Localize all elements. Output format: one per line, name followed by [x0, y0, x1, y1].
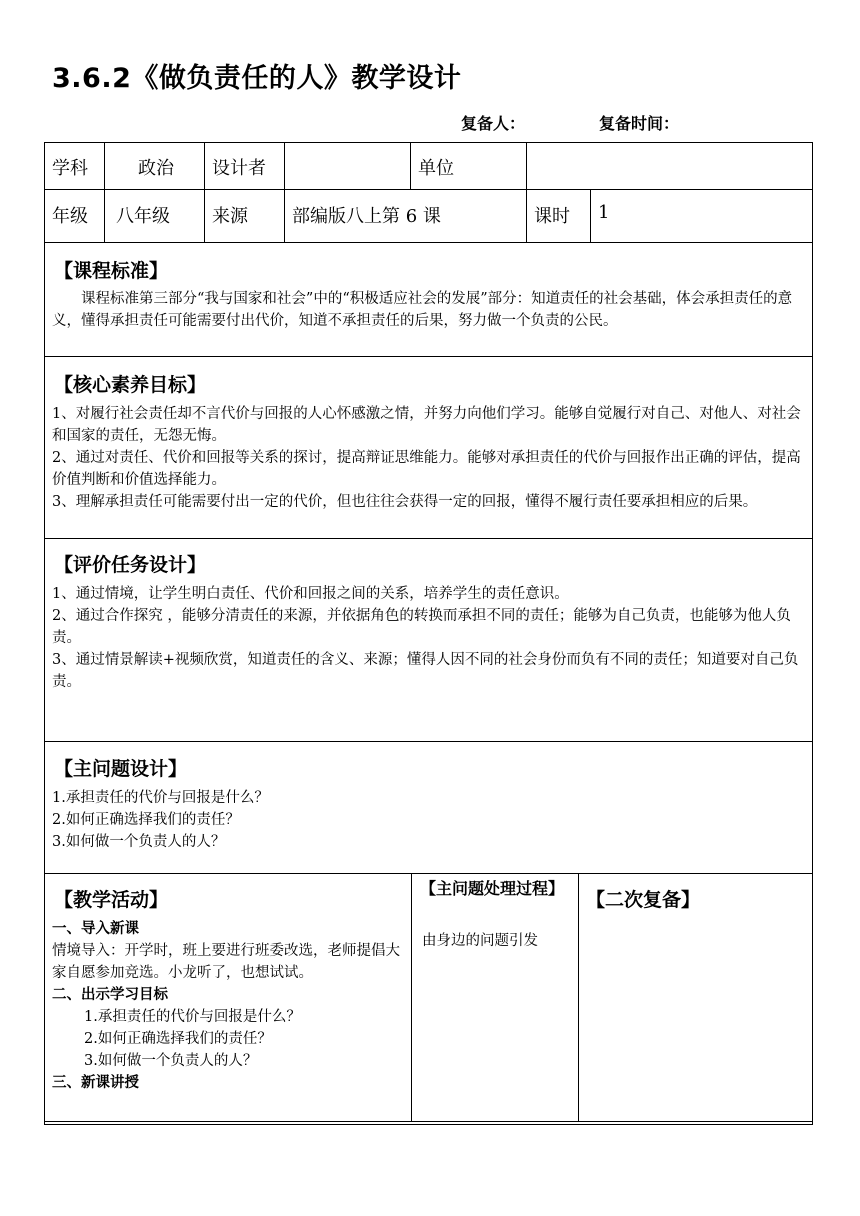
- list-item: 2.如何正确选择我们的责任？: [52, 812, 240, 828]
- grade-label: 年级: [52, 206, 88, 227]
- unit-label: 单位: [418, 158, 454, 179]
- list-item: 3.如何做一个负责人的人？: [84, 1053, 258, 1069]
- list-item: 3、通过情景解读+视频欣赏，知道责任的含义、来源；懂得人因不同的社会身份而负有不同的责任；知道要对自己负责。: [52, 652, 799, 690]
- source-value: 部编版八上第 6 课: [292, 206, 441, 227]
- list-item: 1、通过情境，让学生明白责任、代价和回报之间的关系，培养学生的责任意识。: [52, 586, 569, 602]
- second-prep-heading: 【二次复备】: [586, 889, 701, 911]
- list-item: 2.如何正确选择我们的责任？: [84, 1031, 272, 1047]
- evaluation-heading: 【评价任务设计】: [54, 554, 207, 576]
- list-item: 3.如何做一个负责人的人？: [52, 834, 226, 850]
- core-goals-list: [52, 403, 808, 513]
- designer-label: 设计者: [212, 158, 266, 179]
- list-item: 2、通过对责任、代价和回报等关系的探讨，提高辩证思维能力。能够对承担责任的代价与回报作出正确的评估，提高价值判断和价值选择能力。: [52, 450, 801, 488]
- curriculum-text: 课程标准第三部分“我与国家和社会”中的“积极适应社会的发展”部分：知道责任的社会基础，体会承担责任的意义，懂得承担责任可能需要付出代价，知道不承担责任的后果，努力做一个负责的公民。: [52, 291, 793, 329]
- subject-label: 学科: [52, 158, 88, 179]
- main-questions-list: [52, 787, 269, 853]
- step1-title: 一、导入新课: [52, 920, 139, 937]
- page-title: 3.6.2《做负责任的人》教学设计: [52, 63, 462, 94]
- list-item: 1、对履行社会责任却不言代价与回报的人心怀感激之情，并努力向他们学习。能够自觉履行对自己、对他人、对社会和国家的责任，无怨无悔。: [52, 406, 801, 444]
- list-item: 1.承担责任的代价与回报是什么？: [52, 790, 269, 806]
- activities-heading: 【教学活动】: [54, 889, 169, 911]
- process-heading: 【主问题处理过程】: [420, 879, 565, 898]
- period-label: 课时: [534, 206, 570, 227]
- core-goals-heading: 【核心素养目标】: [54, 374, 207, 396]
- source-label: 来源: [212, 206, 248, 227]
- step2-title: 二、出示学习目标: [52, 986, 168, 1003]
- subject-value: 政治: [138, 158, 174, 179]
- period-value: 1: [598, 202, 610, 223]
- main-questions-heading: 【主问题设计】: [54, 758, 188, 780]
- step1-text: 情境导入：开学时，班上要进行班委改选，老师提倡大家自愿参加竞选。小龙听了，也想试试。: [52, 943, 400, 981]
- step3-title: 三、新课讲授: [52, 1074, 139, 1091]
- process-text: 由身边的问题引发: [422, 933, 538, 949]
- list-item: 3、理解承担责任可能需要付出一定的代价，但也往往会获得一定的回报，懂得不履行责任要承担相应的后果。: [52, 494, 758, 510]
- list-item: 2、通过合作探究 ，能够分清责任的来源，并依据角色的转换而承担不同的责任；能够为自己负责，也能够为他人负责。: [52, 608, 791, 646]
- list-item: 1.承担责任的代价与回报是什么？: [84, 1009, 301, 1025]
- preparer-label: 复备人：: [461, 114, 526, 133]
- grade-value: 八年级: [116, 206, 170, 227]
- activities-body: [52, 918, 406, 1094]
- curriculum-heading: 【课程标准】: [54, 260, 169, 282]
- evaluation-list: [52, 583, 808, 693]
- prep-time-label: 复备时间：: [599, 114, 680, 133]
